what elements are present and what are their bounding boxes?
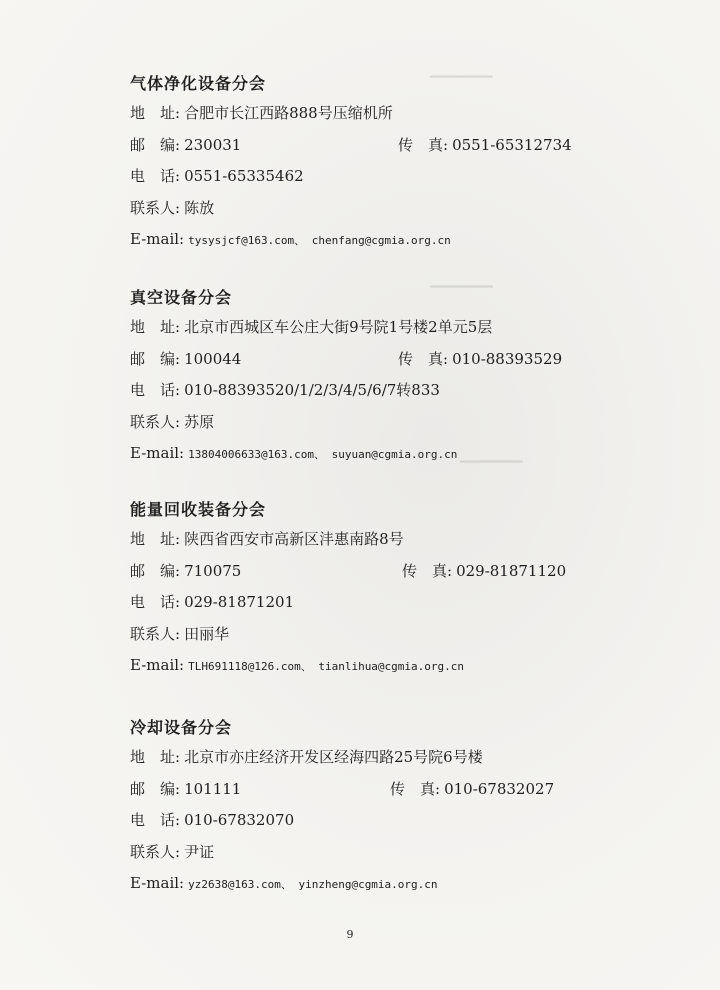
- section-title: 冷却设备分会: [130, 718, 233, 737]
- fax-value: 029-81871120: [456, 561, 567, 580]
- phone-label: 电 话:: [130, 381, 181, 399]
- fax-group: [398, 130, 572, 162]
- address-value: 北京市亦庄经济开发区经海四路25号院6号楼: [184, 748, 483, 766]
- phone-row: [130, 805, 690, 837]
- phone-value: 010-88393520/1/2/3/4/5/6/7转833: [184, 381, 440, 399]
- contact-row: [130, 193, 690, 225]
- address-value: 陕西省西安市高新区沣惠南路8号: [184, 530, 404, 548]
- address-value: 北京市西城区车公庄大街9号院1号楼2单元5层: [184, 318, 493, 336]
- address-label: 地 址:: [130, 318, 181, 336]
- section-cooling: [130, 714, 690, 900]
- email-row: [130, 868, 690, 900]
- contact-label: 联系人:: [130, 412, 181, 431]
- zip-label: 邮 编:: [130, 135, 181, 154]
- section-title: 能量回收装备分会: [130, 500, 267, 519]
- contact-label: 联系人:: [130, 198, 181, 217]
- contact-value: 苏原: [184, 412, 215, 431]
- section-gas-purification: [130, 70, 690, 256]
- section-title: 气体净化设备分会: [130, 74, 267, 93]
- email-label: E-mail:: [130, 230, 185, 248]
- phone-row: [130, 161, 690, 193]
- show-through-artifact: ━━━━━━━━: [430, 280, 493, 295]
- section-energy-recovery: [130, 496, 690, 682]
- zip-fax-row: [130, 344, 690, 376]
- phone-value: 0551-65335462: [184, 167, 304, 185]
- phone-label: 电 话:: [130, 167, 181, 185]
- email-value: 13804006633@163.com、 suyuan@cgmia.org.cn: [188, 448, 458, 461]
- address-label: 地 址:: [130, 748, 181, 766]
- address-row: [130, 524, 690, 556]
- address-label: 地 址:: [130, 104, 181, 122]
- phone-row: [130, 587, 690, 619]
- zip-value: 100044: [184, 349, 242, 368]
- phone-value: 029-81871201: [184, 593, 295, 611]
- zip-value: 710075: [184, 561, 242, 580]
- zip-fax-row: [130, 774, 690, 806]
- zip-fax-row: [130, 556, 690, 588]
- email-value: yz2638@163.com、 yinzheng@cgmia.org.cn: [188, 878, 438, 891]
- address-row: [130, 742, 690, 774]
- fax-group: [402, 556, 566, 588]
- show-through-artifact: ━━━━━━━━: [430, 70, 493, 85]
- contact-value: 尹证: [184, 842, 215, 861]
- contact-value: 田丽华: [184, 624, 230, 643]
- email-label: E-mail:: [130, 656, 185, 674]
- address-label: 地 址:: [130, 530, 181, 548]
- zip-value: 230031: [184, 135, 242, 154]
- zip-fax-row: [130, 130, 690, 162]
- contact-label: 联系人:: [130, 624, 181, 643]
- zip-label: 邮 编:: [130, 779, 181, 798]
- phone-label: 电 话:: [130, 593, 181, 611]
- fax-value: 0551-65312734: [452, 135, 572, 154]
- section-title: 真空设备分会: [130, 288, 233, 307]
- email-row: [130, 438, 690, 470]
- address-value: 合肥市长江西路888号压缩机所: [184, 104, 393, 122]
- zip-value: 101111: [184, 779, 242, 798]
- fax-label: 传 真:: [390, 779, 441, 798]
- phone-value: 010-67832070: [184, 811, 295, 829]
- fax-group: [398, 344, 562, 376]
- email-label: E-mail:: [130, 444, 185, 462]
- contact-row: [130, 837, 690, 869]
- email-row: [130, 224, 690, 256]
- phone-label: 电 话:: [130, 811, 181, 829]
- email-row: [130, 650, 690, 682]
- email-label: E-mail:: [130, 874, 185, 892]
- fax-group: [390, 774, 554, 806]
- address-row: [130, 312, 690, 344]
- fax-value: 010-88393529: [452, 349, 563, 368]
- phone-row: [130, 375, 690, 407]
- fax-label: 传 真:: [402, 561, 453, 580]
- email-value: TLH691118@126.com、 tianlihua@cgmia.org.cn: [188, 660, 465, 673]
- zip-label: 邮 编:: [130, 349, 181, 368]
- contact-row: [130, 407, 690, 439]
- page-number: 9: [346, 928, 354, 941]
- contact-row: [130, 619, 690, 651]
- show-through-artifact: ━━━━━━━━: [460, 455, 523, 470]
- email-value: tysysjcf@163.com、 chenfang@cgmia.org.cn: [188, 234, 451, 247]
- contact-label: 联系人:: [130, 842, 181, 861]
- fax-value: 010-67832027: [444, 779, 555, 798]
- section-vacuum: [130, 284, 690, 470]
- fax-label: 传 真:: [398, 349, 449, 368]
- address-row: [130, 98, 690, 130]
- zip-label: 邮 编:: [130, 561, 181, 580]
- contact-value: 陈放: [184, 198, 215, 217]
- fax-label: 传 真:: [398, 135, 449, 154]
